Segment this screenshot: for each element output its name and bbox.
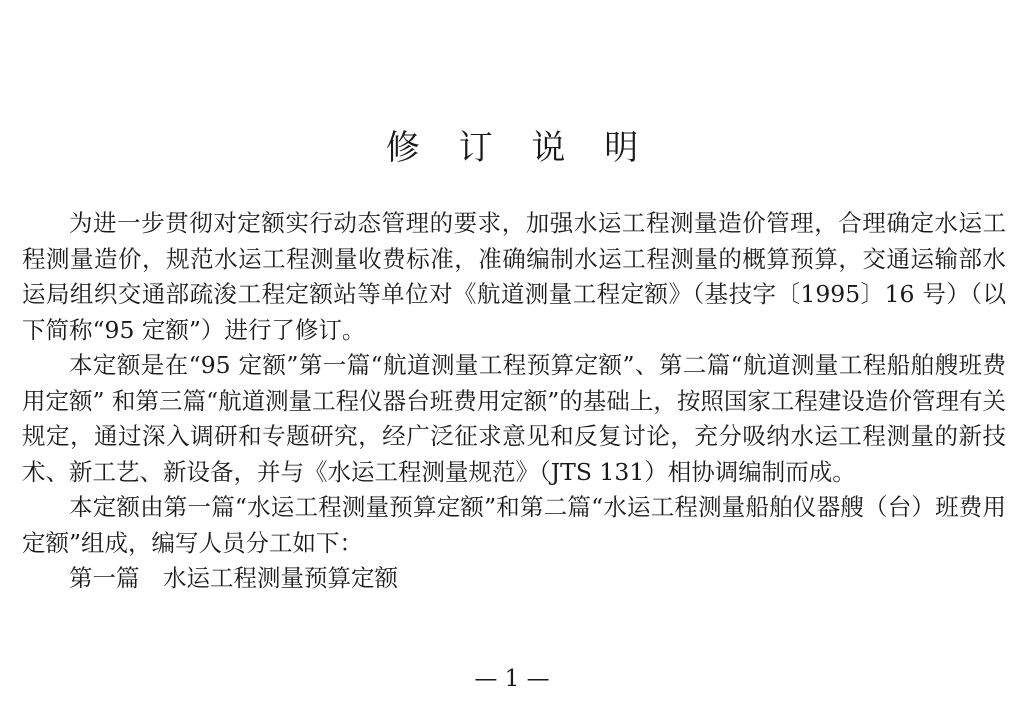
paragraph-composition: 本定额由第一篇“水运工程测量预算定额”和第二篇“水运工程测量船舶仪器艘（台）班费用定额”组成，编写人员分工如下： xyxy=(22,493,1006,557)
document-body xyxy=(22,206,1006,597)
paragraph-basis: 本定额是在“95 定额”第一篇“航道测量工程预算定额”、第二篇“航道测量工程船舶艘班费用定额” 和第三篇“航道测量工程仪器台班费用定额”的基础上，按照国家工程建设造价管理有关规定，通过深入调研和专题研究，经广泛征求意见和反复讨论，充分吸纳水运工程测量的新技术、新工艺、新设备，并与《水运工程测量规范》（JTS 131）相协调编制而成。 xyxy=(22,351,1006,486)
page-title: 修 订 说 明 xyxy=(385,128,653,168)
page-number: — 1 — xyxy=(474,666,550,692)
paragraph-section-heading: 第一篇 水运工程测量预算定额 xyxy=(69,564,398,592)
paragraph-revision-purpose: 为进一步贯彻对定额实行动态管理的要求，加强水运工程测量造价管理，合理确定水运工程测量造价，规范水运工程测量收费标准，准确编制水运工程测量的概算预算，交通运输部水运局组织交通部疏浚工程定额站等单位对《航道测量工程定额》（基技字〔1995〕16 号）（以下简称“95 定额”）进行了修订。 xyxy=(22,209,1006,344)
